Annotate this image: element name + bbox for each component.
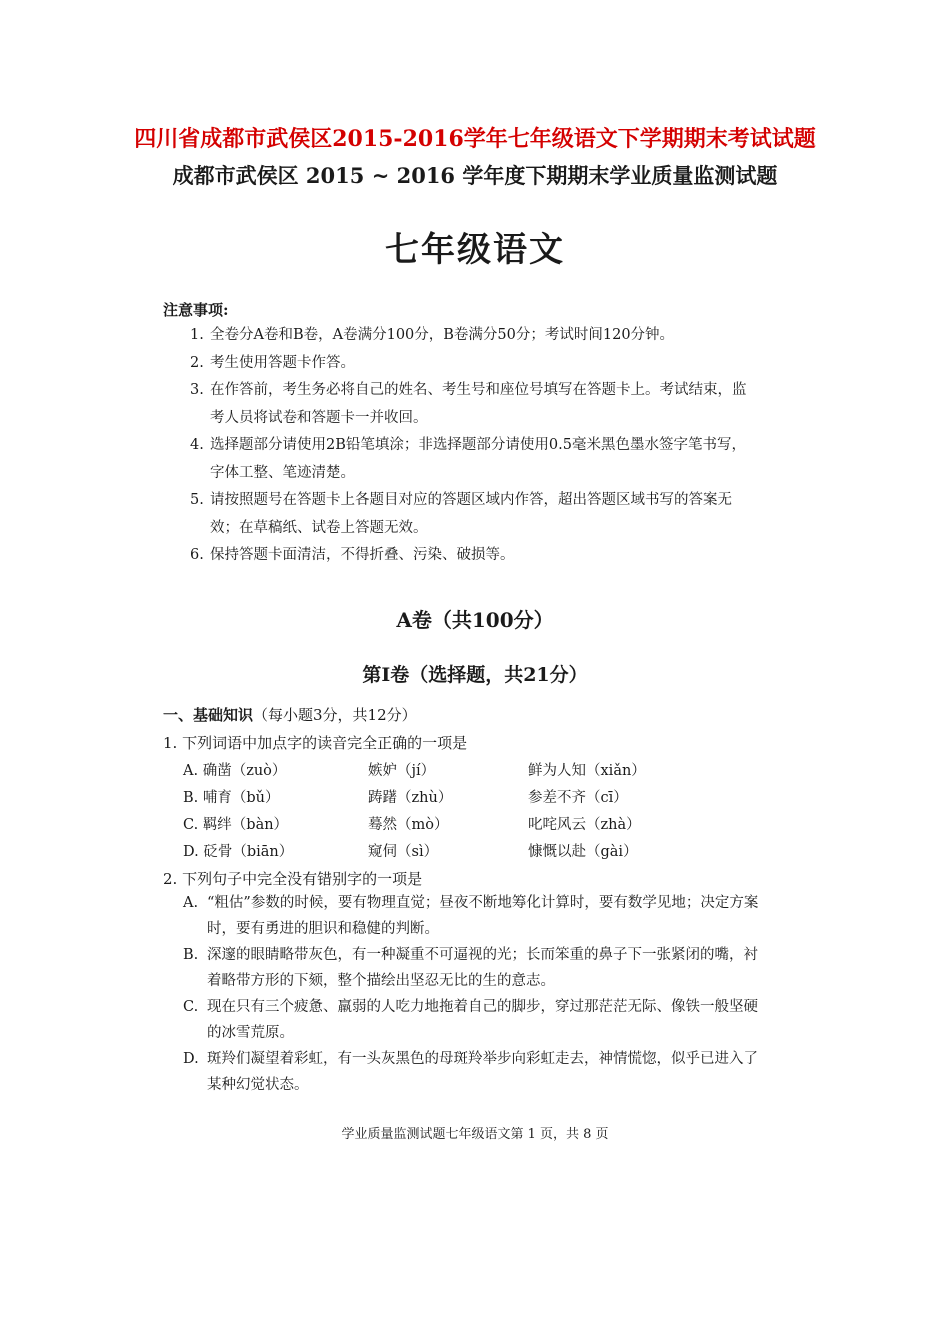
question-1-stem: 1. 下列词语中加点字的读音完全正确的一项是 bbox=[163, 734, 468, 752]
section-1-heading: 第Ⅰ卷（选择题，共21分） bbox=[362, 664, 588, 686]
question-1-options bbox=[183, 758, 716, 866]
answer-option bbox=[183, 994, 763, 1046]
notice-item bbox=[190, 322, 760, 350]
notice-item-number: 6. bbox=[190, 547, 204, 563]
option-letter: D. bbox=[183, 1051, 199, 1067]
option-cell: B. 哺育（bǔ） bbox=[183, 790, 280, 806]
option-cell: 叱咤风云（zhà） bbox=[528, 817, 641, 833]
option-cell: 鲜为人知（xiǎn） bbox=[528, 763, 646, 779]
question-2-stem: 2. 下列句子中完全没有错别字的一项是 bbox=[163, 870, 423, 888]
option-text: 深邃的眼睛略带灰色，有一种凝重不可逼视的光；长而笨重的鼻子下一张紧闭的嘴，衬着略带方形的下颏，整个描绘出坚忍无比的生的意志。 bbox=[207, 947, 758, 989]
answer-option bbox=[183, 890, 763, 942]
option-row bbox=[183, 758, 716, 785]
option-cell: A. 确凿（zuò） bbox=[183, 763, 287, 779]
option-row bbox=[183, 812, 716, 839]
subject-title: 七年级语文 bbox=[385, 230, 565, 270]
option-cell: 慷慨以赴（gài） bbox=[528, 844, 638, 860]
option-cell: 窥伺（sì） bbox=[368, 844, 439, 860]
notice-item-text: 在作答前，考生务必将自己的姓名、考生号和座位号填写在答题卡上。考试结束，监考人员将试卷和答题卡一并收回。 bbox=[210, 382, 747, 426]
option-text: 斑羚们凝望着彩虹，有一头灰黑色的母斑羚举步向彩虹走去，神情慌惚，似乎已进入了某种幻觉状态。 bbox=[207, 1051, 758, 1093]
option-cell: 嫉妒（jí） bbox=[368, 763, 436, 779]
notice-item-number: 4. bbox=[190, 437, 204, 453]
notice-item-text: 保持答题卡面清洁，不得折叠、污染、破损等。 bbox=[210, 547, 515, 563]
option-text: “粗估”参数的时候，要有物理直觉；昼夜不断地筹化计算时，要有数学见地；决定方案时，要有勇进的胆识和稳健的判断。 bbox=[207, 895, 759, 937]
notice-item bbox=[190, 432, 760, 487]
section-a-heading: A卷（共100分） bbox=[396, 608, 554, 632]
part-heading bbox=[163, 704, 417, 725]
notice-item-text: 选择题部分请使用2B铅笔填涂；非选择题部分请使用0.5毫米黑色墨水签字笔书写，字体工整、笔迹清楚。 bbox=[210, 437, 746, 481]
notice-item-text: 请按照题号在答题卡上各题目对应的答题区域内作答，超出答题区域书写的答案无效；在草稿纸、试卷上答题无效。 bbox=[210, 492, 732, 536]
part-title: 一、基础知识 bbox=[163, 706, 254, 724]
option-cell: 踌躇（zhù） bbox=[368, 790, 453, 806]
document-title: 四川省成都市武侯区2015-2016学年七年级语文下学期期末考试试题 bbox=[134, 126, 816, 152]
notice-item-text: 全卷分A卷和B卷，A卷满分100分，B卷满分50分；考试时间120分钟。 bbox=[210, 327, 675, 343]
exam-subtitle: 成都市武侯区 2015 ~ 2016 学年度下期期末学业质量监测试题 bbox=[172, 163, 778, 188]
option-letter: B. bbox=[183, 947, 199, 963]
notice-item-number: 5. bbox=[190, 492, 204, 508]
notice-list bbox=[190, 322, 760, 570]
option-row bbox=[183, 839, 716, 866]
notice-item-number: 1. bbox=[190, 327, 204, 343]
notice-item bbox=[190, 542, 760, 570]
option-letter: C. bbox=[183, 999, 199, 1015]
notice-item bbox=[190, 377, 760, 432]
notice-item-number: 2. bbox=[190, 354, 204, 371]
page-footer: 学业质量监测试题七年级语文第 1 页，共 8 页 bbox=[341, 1127, 609, 1142]
notice-heading: 注意事项: bbox=[163, 301, 229, 319]
notice-item-number: 3. bbox=[190, 382, 204, 398]
part-note: （每小题3分，共12分） bbox=[253, 706, 417, 724]
option-cell: 参差不齐（cī） bbox=[528, 790, 628, 806]
option-letter: A. bbox=[183, 895, 199, 911]
notice-item-text: 考生使用答题卡作答。 bbox=[210, 354, 355, 371]
answer-option bbox=[183, 942, 763, 994]
answer-option bbox=[183, 1046, 763, 1098]
question-2-options bbox=[183, 890, 763, 1098]
option-cell: 蓦然（mò） bbox=[368, 817, 449, 833]
option-text: 现在只有三个疲惫、羸弱的人吃力地拖着自己的脚步，穿过那茫茫无际、像铁一般坚硬的冰雪荒原。 bbox=[207, 999, 758, 1041]
notice-item bbox=[190, 487, 760, 542]
option-cell: D. 砭骨（biān） bbox=[183, 844, 294, 860]
notice-item bbox=[190, 350, 760, 378]
option-cell: C. 羁绊（bàn） bbox=[183, 817, 289, 833]
option-row bbox=[183, 785, 716, 812]
